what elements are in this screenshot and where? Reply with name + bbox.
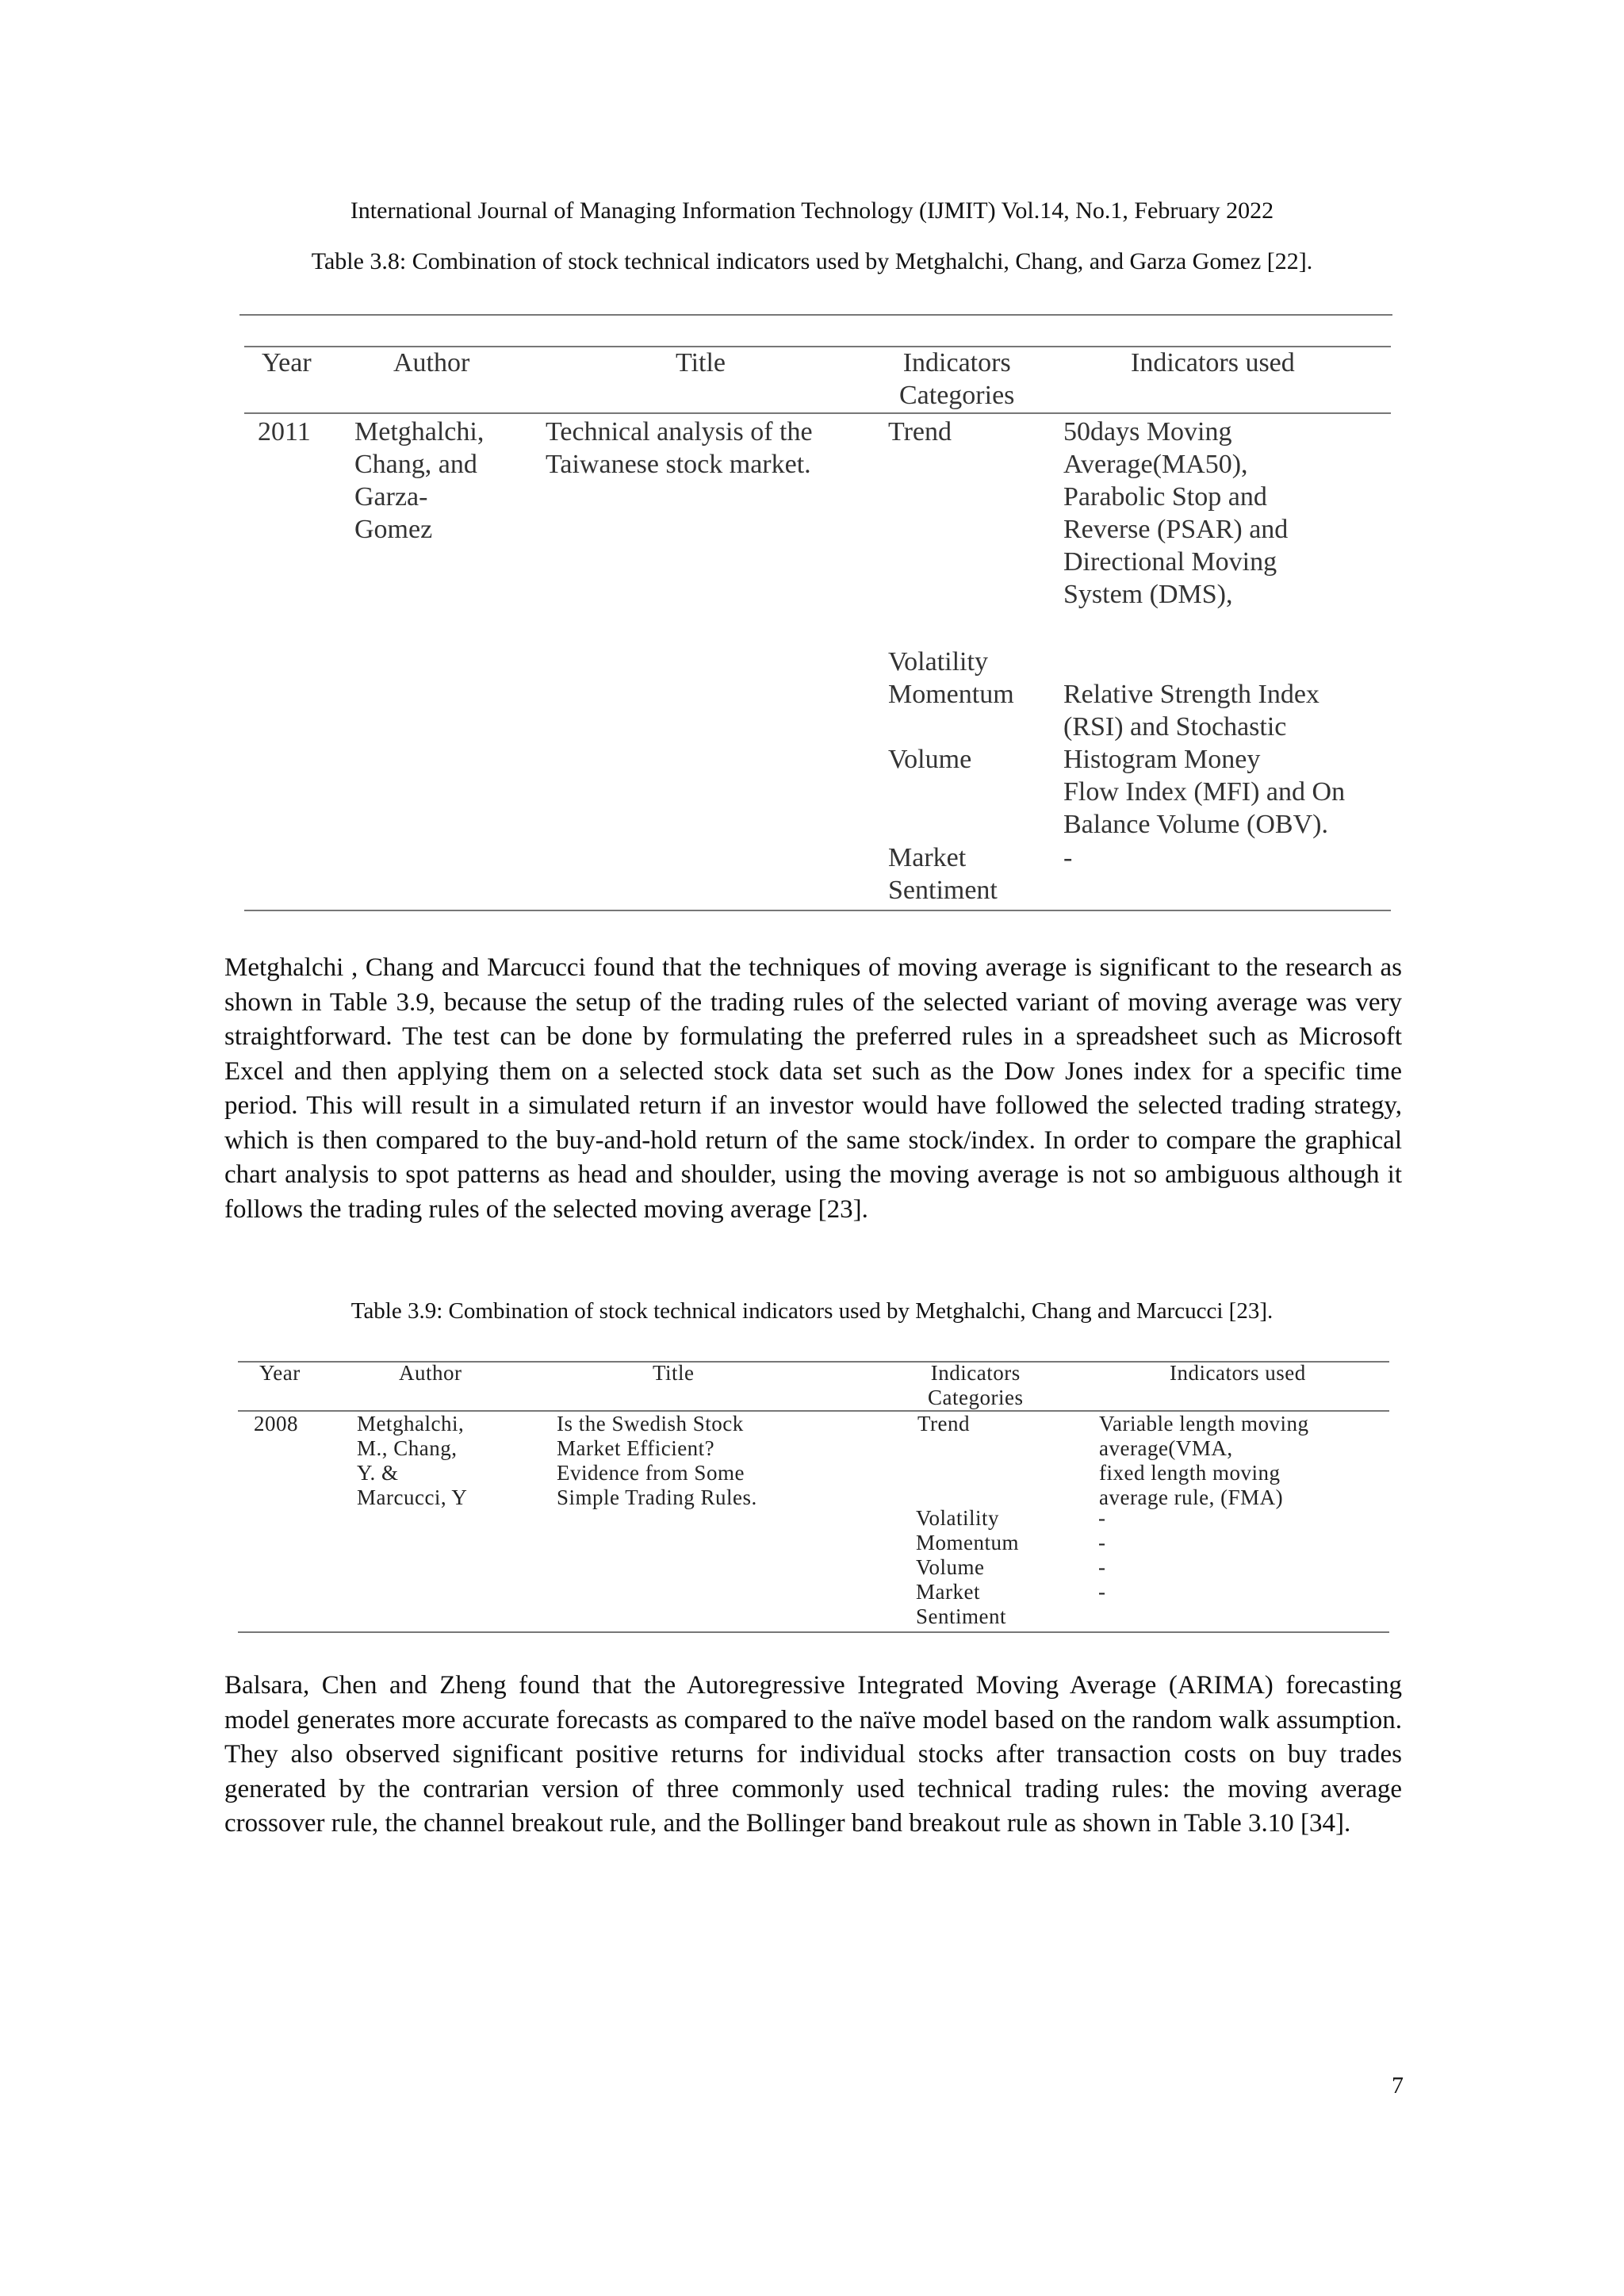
table-caption: Table 3.9: Combination of stock technical indicators used by Metghalchi, Chang and Marcucci [23]. (350, 1298, 1274, 1324)
cell-year: 2011 (258, 417, 311, 447)
cell-used-trend: 50days Moving Average(MA50), Parabolic Stop and Reverse (PSAR) and Directional Moving System (DMS), (1063, 417, 1289, 609)
header-title: Title (676, 348, 726, 378)
table-caption: Table 3.8: Combination of stock technical indicators used by Metghalchi, Chang, and Garza Gomez [22]. (311, 248, 1313, 274)
cell-used-momentum: Relative Strength Index (RSI) and Stochastic Histogram Money Flow Index (MFI) and On Balance Volume (OBV). (1063, 680, 1346, 839)
cell-category-volume: Volume (888, 745, 972, 774)
header-year: Year (259, 1361, 301, 1385)
page-number: 7 (1392, 2072, 1404, 2099)
header-categories: Indicators Categories (899, 348, 1015, 410)
cell-category-trend: Trend (888, 417, 952, 447)
body-paragraph: Metghalchi , Chang and Marcucci found that the techniques of moving average is significant to the research as shown in Table 3.9, because the setup of the trading rules of the selected variant of moving average was very straightforward. The test can be done by formulating the preferred rules in a spreadsheet such as Microsoft Excel and then applying them on a selected stock data set such as the Dow Jones index for a specific time period. This will result in a simulated return if an investor would have followed the selected trading strategy, which is then compared to the buy-and-hold return of the same stock/index. In order to compare the graphical chart analysis to spot patterns as head and shoulder, using the moving average is not so ambiguous although it follows the trading rules of the selected moving average [23]. (224, 953, 1402, 1224)
cell-used-trend: Variable length moving average(VMA, fixed length moving average rule, (FMA) (1099, 1412, 1309, 1509)
header-title: Title (653, 1361, 695, 1385)
header-indicators-used: Indicators used (1170, 1361, 1306, 1385)
header-categories: Indicators Categories (928, 1361, 1024, 1409)
body-paragraph: Balsara, Chen and Zheng found that the Autoregressive Integrated Moving Average (ARIMA) forecasting model generates more accurate forecasts as compared to the naïve model based on the random walk assumption. They also observed significant positive returns for individual stocks after transaction costs on buy trades generated by the contrarian version of three commonly used technical trading rules: the moving average crossover rule, the channel breakout rule, and the Bollinger band breakout rule as shown in Table 3.10 [34]. (224, 1671, 1402, 1838)
cell-title: Is the Swedish Stock Market Efficient? Evidence from Some Simple Trading Rules. (557, 1412, 757, 1509)
table-rule (244, 910, 1391, 911)
cell-used-others: - - - - (1098, 1506, 1106, 1604)
cell-used-market-sentiment: - (1063, 843, 1073, 872)
cell-category-market-sentiment: Market Sentiment (888, 843, 998, 905)
cell-year: 2008 (254, 1412, 298, 1435)
table-rule (239, 314, 1392, 316)
table-rule (244, 412, 1391, 414)
cell-category-trend: Trend (917, 1412, 971, 1435)
header-indicators-used: Indicators used (1131, 348, 1295, 378)
journal-header: International Journal of Managing Information Technology (IJMIT) Vol.14, No.1, February 2022 (350, 197, 1274, 224)
cell-category-volatility: Volatility (888, 647, 988, 677)
cell-author: Metghalchi, Chang, and Garza- Gomez (354, 417, 485, 544)
header-author: Author (393, 348, 470, 378)
cell-category-others: Volatility Momentum Volume Market Sentiment (916, 1506, 1019, 1628)
cell-title: Technical analysis of the Taiwanese stock market. (546, 417, 813, 479)
header-author: Author (399, 1361, 462, 1385)
header-year: Year (262, 348, 312, 378)
cell-author: Metghalchi, M., Chang, Y. & Marcucci, Y (357, 1412, 468, 1509)
table-rule (238, 1631, 1389, 1633)
cell-category-momentum: Momentum (888, 680, 1014, 709)
